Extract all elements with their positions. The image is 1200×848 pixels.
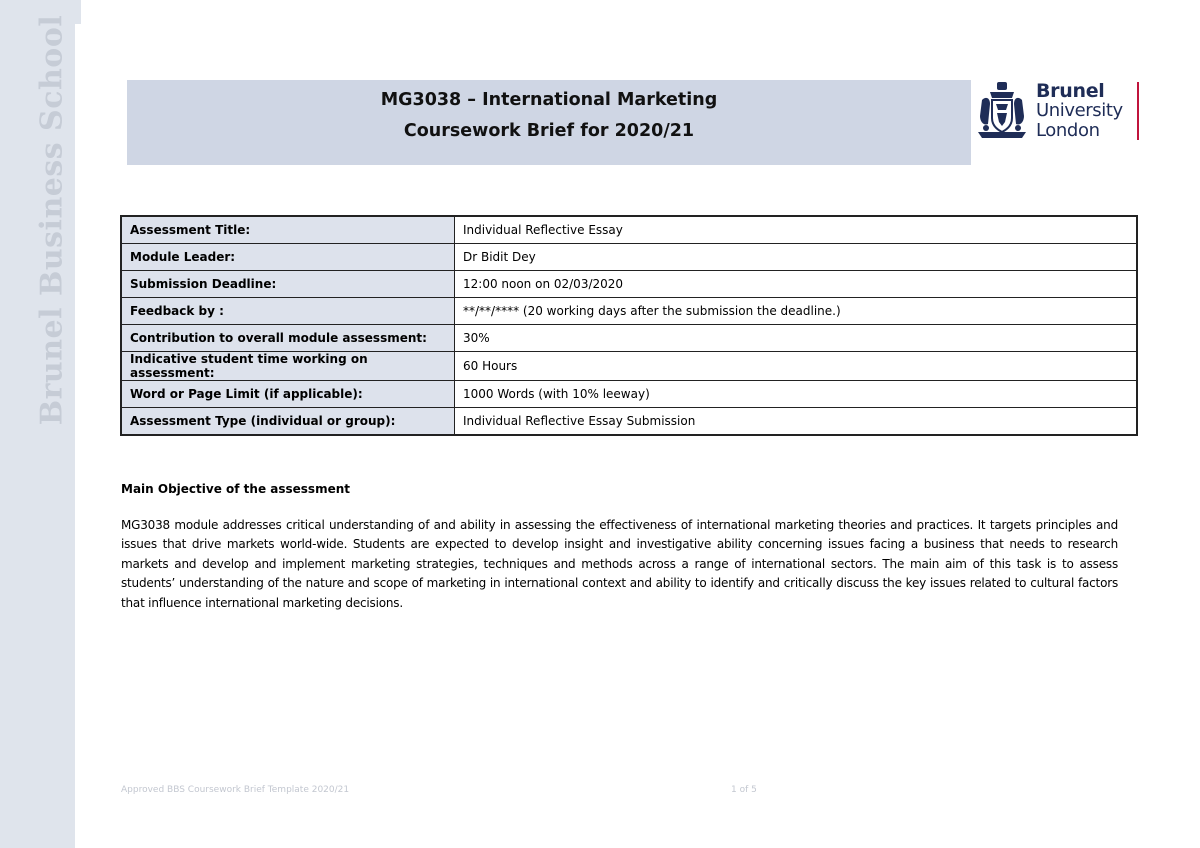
logo-line-london: London — [1036, 120, 1100, 141]
logo-line-university: University — [1036, 100, 1123, 121]
detail-value: Individual Reflective Essay Submission — [455, 408, 1138, 436]
detail-label: Assessment Type (individual or group): — [121, 408, 455, 436]
page-title: MG3038 – International Marketing — [380, 90, 718, 110]
sidebar-label: Brunel Business School — [34, 14, 70, 426]
detail-label: Indicative student time working on assessment: — [121, 352, 455, 381]
footer-template-label: Approved BBS Coursework Brief Template 2020/21 — [121, 785, 350, 795]
logo-accent-bar — [1137, 82, 1139, 140]
logo-wordmark — [1036, 81, 1123, 141]
sidebar-notch — [75, 0, 81, 24]
page-subtitle: Coursework Brief for 2020/21 — [403, 121, 695, 141]
table-row — [121, 244, 1137, 271]
detail-value: 1000 Words (with 10% leeway) — [455, 381, 1138, 408]
detail-value: **/**/**** (20 working days after the submission the deadline.) — [455, 298, 1138, 325]
table-row — [121, 216, 1137, 244]
detail-label: Module Leader: — [121, 244, 455, 271]
table-row — [121, 271, 1137, 298]
table-row — [121, 381, 1137, 408]
footer-page-number: 1 of 5 — [731, 785, 757, 795]
detail-label: Contribution to overall module assessment: — [121, 325, 455, 352]
objective-heading: Main Objective of the assessment — [121, 482, 350, 496]
brunel-crest-icon — [976, 80, 1028, 142]
university-logo — [976, 80, 1146, 144]
detail-label: Assessment Title: — [121, 216, 455, 244]
detail-value: Individual Reflective Essay — [455, 216, 1138, 244]
detail-value: Dr Bidit Dey — [455, 244, 1138, 271]
title-banner — [127, 80, 971, 165]
objective-paragraph: MG3038 module addresses critical understanding of and ability in assessing the effectiveness of international marketing theories and practices. It targets principles and issues that drive markets world-wide. Students are expected to develop insight and investigative ability concerning issues facing a business that needs to research markets and develop and implement marketing strategies, techniques and methods across a range of international sectors. The main aim of this task is to assess students’ understanding of the nature and scope of marketing in international context and ability to identify and critically discuss the key issues related to cultural factors that influence international marketing decisions. — [121, 518, 1118, 610]
detail-label: Word or Page Limit (if applicable): — [121, 381, 455, 408]
assessment-details-table — [120, 215, 1138, 436]
detail-label: Feedback by : — [121, 298, 455, 325]
logo-line-brunel: Brunel — [1036, 80, 1105, 102]
table-row — [121, 352, 1137, 381]
detail-value: 30% — [455, 325, 1138, 352]
detail-value: 12:00 noon on 02/03/2020 — [455, 271, 1138, 298]
table-row — [121, 325, 1137, 352]
table-row — [121, 298, 1137, 325]
detail-value: 60 Hours — [455, 352, 1138, 381]
detail-label: Submission Deadline: — [121, 271, 455, 298]
table-row — [121, 408, 1137, 436]
